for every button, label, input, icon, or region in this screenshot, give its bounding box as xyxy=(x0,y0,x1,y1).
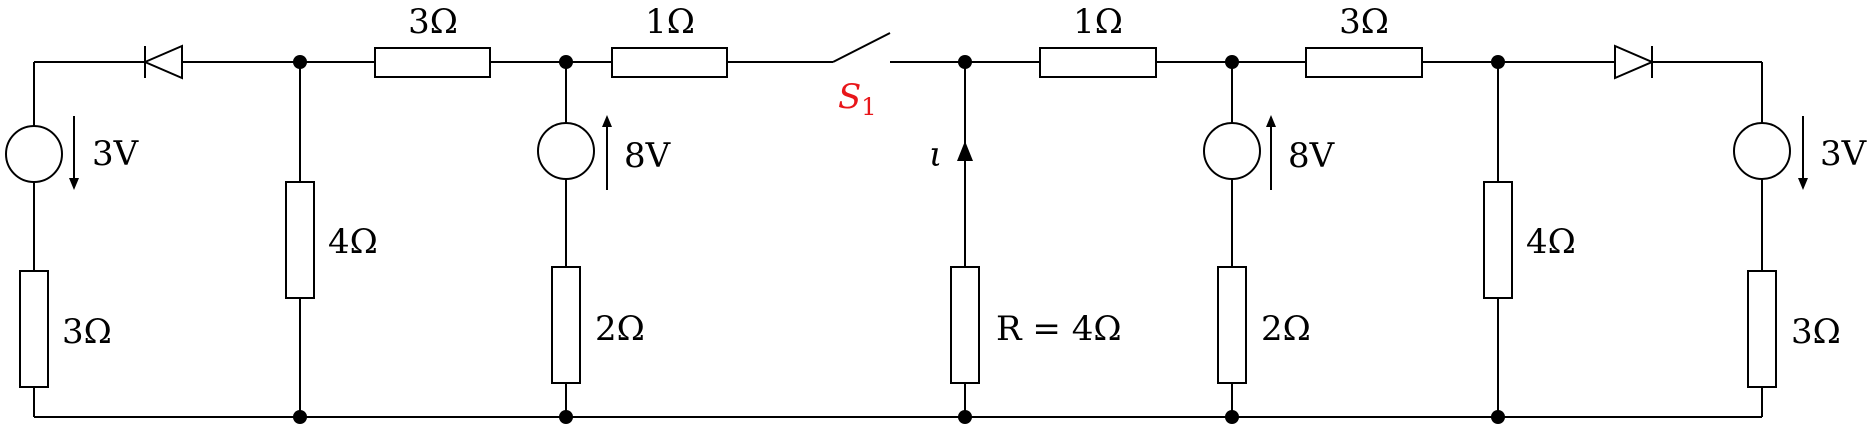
arrow-up-icon xyxy=(602,115,612,127)
switch-label xyxy=(838,77,877,121)
junction-dot xyxy=(958,55,972,69)
resistor-top-right-outer xyxy=(1306,48,1422,77)
label-resistor-right-shunt: 4Ω xyxy=(1526,222,1576,262)
label-voltage-right-source: 3V xyxy=(1820,134,1867,174)
label-voltage-left-source2: 8V xyxy=(624,136,671,176)
label-resistor-top-right-outer: 3Ω xyxy=(1339,2,1389,42)
resistor-left-source2 xyxy=(552,267,580,383)
label-voltage-left-source: 3V xyxy=(92,134,139,174)
label-resistor-right-source: 3Ω xyxy=(1791,312,1841,352)
diode-icon xyxy=(145,46,182,78)
junction-dot xyxy=(1491,410,1505,424)
junction-dot xyxy=(293,410,307,424)
voltage-source-icon xyxy=(6,126,62,182)
label-resistor-top-left-inner: 1Ω xyxy=(645,2,695,42)
label-resistor-top-right-inner: 1Ω xyxy=(1073,2,1123,42)
load-label: R = 4Ω xyxy=(996,309,1122,349)
resistor-load xyxy=(951,267,979,383)
junction-dot xyxy=(1225,55,1239,69)
arrow-up-icon xyxy=(1266,115,1276,127)
label-resistor-right-source2: 2Ω xyxy=(1261,309,1311,349)
junction-dot xyxy=(559,55,573,69)
current-arrow-icon xyxy=(957,141,973,161)
voltage-sources xyxy=(6,123,1790,182)
label-resistor-top-left-outer: 3Ω xyxy=(408,2,458,42)
arrow-down-icon xyxy=(1798,178,1808,190)
voltage-source-icon xyxy=(1204,123,1260,179)
label-voltage-right-source2: 8V xyxy=(1288,136,1335,176)
current-label: ι xyxy=(929,135,943,175)
junction-dot xyxy=(1225,410,1239,424)
resistor-right-source xyxy=(1748,271,1776,387)
voltage-source-icon xyxy=(1734,123,1790,179)
label-resistor-left-source: 3Ω xyxy=(62,312,112,352)
switch-icon xyxy=(833,33,890,62)
voltage-source-icon xyxy=(538,123,594,179)
resistor-right-source2 xyxy=(1218,267,1246,383)
switch-label-subscript: 1 xyxy=(861,93,877,121)
resistor-top-right-inner xyxy=(1040,48,1156,77)
junction-dot xyxy=(293,55,307,69)
resistor-right-shunt xyxy=(1484,182,1512,298)
switch-label-main: S xyxy=(838,77,862,117)
resistor-top-left-inner xyxy=(612,48,727,77)
diode-icon xyxy=(1615,46,1652,78)
label-resistor-left-source2: 2Ω xyxy=(595,309,645,349)
resistor-left-source xyxy=(20,271,48,387)
vertical-resistors xyxy=(20,182,1776,387)
junctions xyxy=(293,55,1505,424)
resistor-left-shunt xyxy=(286,182,314,298)
arrow-down-icon xyxy=(69,178,79,190)
resistor-top-left-outer xyxy=(375,48,490,77)
junction-dot xyxy=(958,410,972,424)
junction-dot xyxy=(559,410,573,424)
junction-dot xyxy=(1491,55,1505,69)
label-resistor-left-shunt: 4Ω xyxy=(328,222,378,262)
